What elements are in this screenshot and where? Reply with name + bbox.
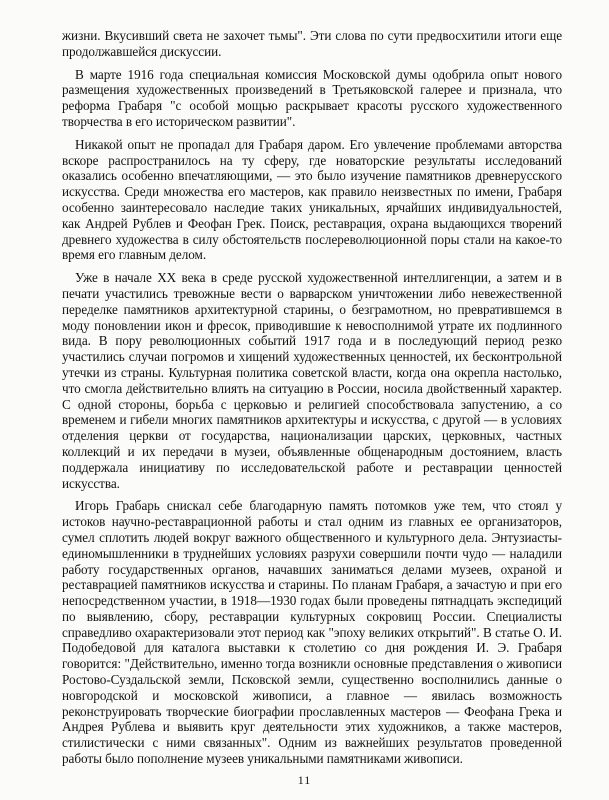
paragraph-4: Уже в начале XX века в среде русской художественной интеллигенции, а затем и в печати участились тревожные вести о варварском уничтожении либо невежественной переделке памятников архитектурной старины, о безграмотном, но превратившемся в моду поновлении икон и фресок, приводившие к невосполнимой утрате их подлинного вида. В пору революционных событий 1917 года и в последующий период резко участились случаи погромов и хищений художественных ценностей, их бесконтрольной утечки из страны. Культурная политика советской власти, когда она окрепла настолько, что смогла действительно влиять на ситуацию в России, носила двойственный характер. С одной стороны, борьба с церковью и религией способствовала запустению, а со временем и гибели многих памятников архитектуры и искусства, с другой — в условиях отделения церкви от государства, национализации царских, церковных, частных коллекций и их передачи в музеи, объявленные общенародным достоянием, власть поддержала инициативу по исследовательской работе и реставрации ценностей искусства. xyxy=(62,270,562,491)
paragraph-5: Игорь Грабарь снискал себе благодарную память потомков уже тем, что стоял у истоков научно-реставрационной работы и стал одним из главных ее организаторов, сумел сплотить людей вокруг важного общественного и культурного дела. Энтузиасты-единомышленники в труднейших условиях разрухи совершили почти чудо — наладили работу государственных органов, начавших заниматься делами музеев, охраной и реставрацией памятников искусства и старины. По планам Грабаря, а зачастую и при его непосредственном участии, в 1918—1930 годах были проведены пятнадцать экспедиций по выявлению, сбору, реставрации культурных сокровищ России. Специалисты справедливо охарактеризовали этот период как "эпоху великих открытий". В статье О. И. Подобедовой для каталога выставки к столетию со дня рождения И. Э. Грабаря говорится: "Действительно, именно тогда возникли основные представления о живописи Ростово-Суздальской земли, Псковской земли, существенно восполнились данные о новгородской и московской живописи, а главное — явилась возможность реконструировать творческие биографии прославленных мастеров — Феофана Грека и Андрея Рублева и выявить круг деятельности этих художников, а также мастеров, стилистически с ними связанных". Одним из важнейших результатов проведенной работы было пополнение музеев уникальными памятниками живописи. xyxy=(62,498,562,767)
paragraph-3: Никакой опыт не пропадал для Грабаря даром. Его увлечение проблемами авторства вскоре распространилось на ту сферу, где новаторские результаты исследований оказались особенно впечатляющими, — это было изучение памятников древнерусского искусства. Среди множества его мастеров, как правило неизвестных по имени, Грабаря особенно заинтересовало наследие таких уникальных, ярчайших индивидуальностей, как Андрей Рублев и Феофан Грек. Поиск, реставрация, охрана выдающихся творений древнего художества в силу обстоятельств послереволюционной поры стали на какое-то время его главным делом. xyxy=(62,136,562,263)
page-number: 11 xyxy=(297,773,312,787)
paragraph-2: В марте 1916 года специальная комиссия Московской думы одобрила опыт нового размещения художественных произведений в Третьяковской галерее и признала, что реформа Грабаря "с особой мощью раскрывает красоты русского художественного творчества в его историческом развитии". xyxy=(62,66,562,129)
paragraph-1: жизни. Вкусивший света не захочет тьмы". Эти слова по сути предвосхитили итоги еще продолжавшейся дискуссии. xyxy=(62,28,562,59)
